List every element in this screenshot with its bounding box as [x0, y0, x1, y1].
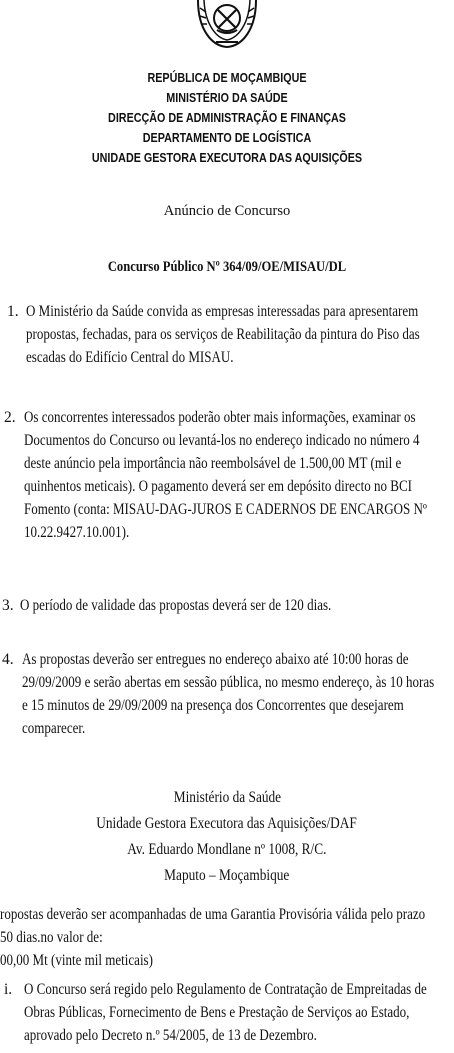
item-line: propostas, fechadas, para os serviços de Reabilitação da pintura do Piso das	[26, 326, 420, 343]
item-line: 10.22.9427.10.001).	[24, 524, 130, 541]
address-unit: Unidade Gestora Executora das Aquisições/DAF	[96, 815, 358, 832]
list-item-1	[7, 300, 454, 370]
header-republic: REPÚBLICA DE MOÇAMBIQUE	[147, 71, 307, 85]
item-line: 29/09/2009 e serão abertas em sessão pública, no mesmo endereço, às 10 horas	[22, 674, 435, 691]
item-line: quinhentos meticais). O pagamento deverá ser em depósito directo no BCI	[24, 478, 412, 495]
address-ministry: Ministério da Saúde	[173, 789, 281, 806]
item-line: O Concurso será regido pelo Regulamento de Contratação de Empreitadas de	[24, 981, 427, 998]
coat-of-arms-emblem	[192, 0, 262, 48]
item-line: Os concorrentes interessados poderão obter mais informações, examinar os	[24, 409, 416, 426]
header-directorate: DIRECÇÃO DE ADMINISTRAÇÃO E FINANÇAS	[108, 111, 346, 125]
header-ministry: MINISTÉRIO DA SAÚDE	[166, 91, 288, 105]
list-item-6	[4, 978, 454, 1048]
header-department: DEPARTAMENTO DE LOGÍSTICA	[142, 131, 312, 145]
item-number: 3.	[2, 597, 14, 614]
item-line: 00,00 Mt (vinte mil meticais)	[0, 952, 153, 969]
list-item-3	[2, 594, 454, 618]
item-line: 50 dias.no valor de:	[0, 929, 103, 946]
list-item-2	[4, 406, 454, 546]
item-line: O Ministério da Saúde convida as empresas interessadas para apresentarem	[26, 303, 419, 320]
address-street: Av. Eduardo Mondlane nº 1008, R/C.	[127, 841, 327, 858]
item-line: Fomento (conta: MISAU-DAG-JUROS E CADERNOS DE ENCARGOS Nº	[24, 501, 427, 518]
item-line: Obras Públicas, Fornecimento de Bens e Prestação de Serviços ao Estado,	[24, 1004, 410, 1021]
tender-title: Concurso Público Nº 364/09/OE/MISAU/DL	[107, 259, 347, 275]
item-number: 2.	[4, 409, 16, 426]
item-line: e 15 minutos de 29/09/2009 na presença dos Concorrentes que desejarem	[22, 697, 404, 714]
item-number: i.	[4, 981, 13, 998]
announcement-heading: Anúncio de Concurso	[163, 203, 291, 219]
item-line: Documentos do Concurso ou levantá-los no endereço indicado no número 4	[24, 432, 420, 449]
item-line: aprovado pelo Decreto n.º 54/2005, de 13 de Dezembro.	[24, 1027, 317, 1044]
header-unit: UNIDADE GESTORA EXECUTORA DAS AQUISIÇÕES	[91, 151, 363, 165]
item-line: deste anúncio pela importância não reembolsável de 1.500,00 MT (mil e	[24, 455, 402, 472]
item-line: As propostas deverão ser entregues no endereço abaixo até 10:00 horas de	[22, 651, 409, 668]
item-line: comparecer.	[22, 720, 86, 737]
item-line: O período de validade das propostas deverá ser de 120 dias.	[20, 597, 332, 614]
item-line: ropostas deverão ser acompanhadas de uma Garantia Provisória válida pelo prazo	[0, 906, 426, 923]
list-item-5	[0, 903, 454, 973]
item-number: 1.	[7, 303, 19, 320]
address-city: Maputo – Moçambique	[164, 867, 290, 884]
item-number: 4.	[2, 651, 14, 668]
item-line: escadas do Edifício Central do MISAU.	[26, 349, 234, 366]
list-item-4	[2, 648, 454, 742]
